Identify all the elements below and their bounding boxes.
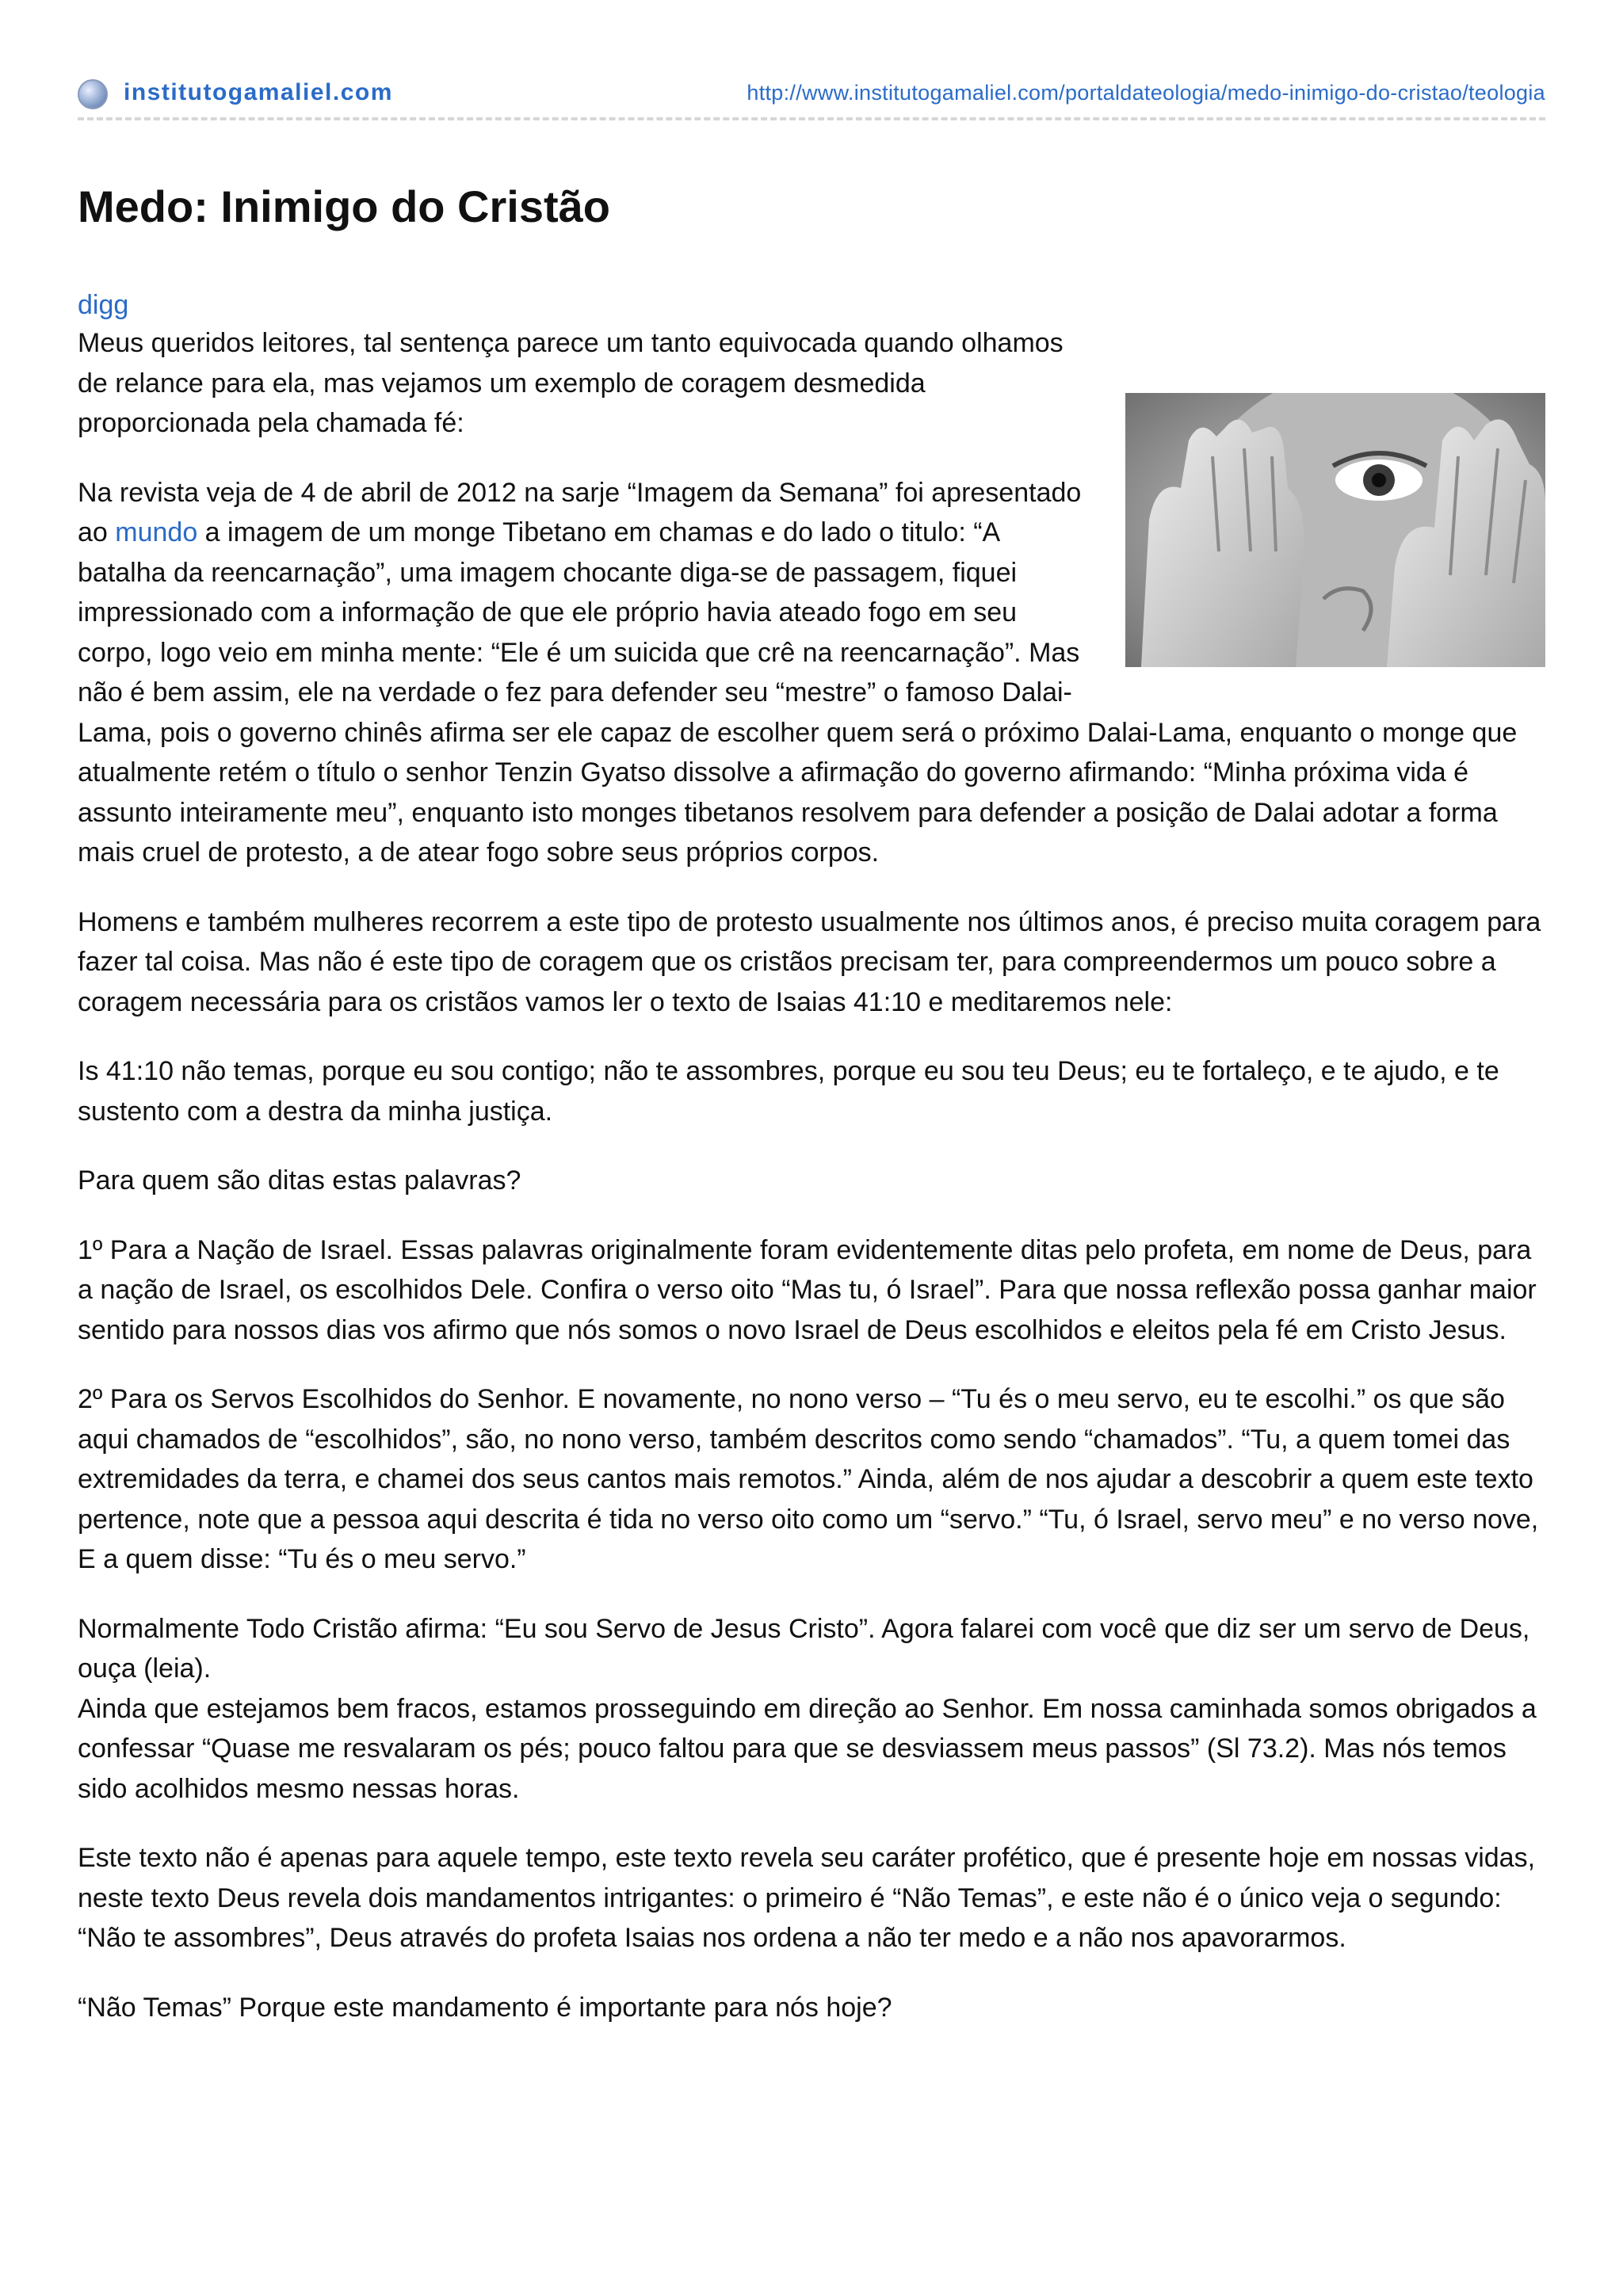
mundo-link[interactable]: mundo <box>115 517 198 547</box>
article-body <box>78 287 1545 2057</box>
paragraph-caminhada: Ainda que estejamos bem fracos, estamos prosseguindo em direção ao Senhor. Em nossa caminhada somos obrigados a confessar “Quase me resvalaram os pés; pouco faltou para que se desviassem meus passos” (Sl 73.2). Mas nós temos sido acolhidos mesmo nessas horas. <box>78 1693 1537 1804</box>
site-name-link[interactable]: institutogamaliel.com <box>124 79 393 105</box>
paragraph-nao-temas: “Não Temas” Porque este mandamento é importante para nós hoje? <box>78 1992 892 2023</box>
paragraph-veja-text-start: Na revista veja de 4 de abril de 2012 na sarje “Imagem da Semana” foi apresentado ao <box>78 477 1082 547</box>
paragraph-isaias-quote: Is 41:10 não temas, porque eu sou contigo; não te assombres, porque eu sou teu Deus; eu te fortaleço, e te ajudo, e te sustento com a destra da minha justiça. <box>78 1056 1499 1127</box>
page-header <box>78 76 1545 120</box>
page-url-link[interactable]: http://www.institutogamaliel.com/portaldateologia/medo-inimigo-do-cristao/teologia <box>747 81 1545 105</box>
paragraph-profetico: Este texto não é apenas para aquele tempo, este texto revela seu caráter profético, que é presente hoje em nossas vidas, neste texto Deus revela dois mandamentos intrigantes: o primeiro é “Não Temas”, e este não é o único veja o segundo: “Não te assombres”, Deus através do profeta Isaias nos ordena a não ter medo e a não nos apavorarmos. <box>78 1843 1536 1953</box>
paragraph-protest: Homens e também mulheres recorrem a este tipo de protesto usualmente nos últimos anos, é preciso muita coragem para fazer tal coisa. Mas não é este tipo de coragem que os cristãos precisam ter, para compreendermos um pouco sobre a coragem necessária para os cristãos vamos ler o texto de Isaias 41:10 e meditaremos nele: <box>78 906 1541 1017</box>
paragraph-israel: 1º Para a Nação de Israel. Essas palavras originalmente foram evidentemente ditas pelo profeta, em nome de Deus, para a nação de Israel, os escolhidos Dele. Confira o verso oito “Mas tu, ó Israel”. Para que nossa reflexão possa ganhar maior sentido para nossos dias vos afirmo que nós somos o novo Israel de Deus escolhidos e eleitos pela fé em Cristo Jesus. <box>78 1234 1537 1345</box>
paragraph-servo-de-deus: Normalmente Todo Cristão afirma: “Eu sou Servo de Jesus Cristo”. Agora falarei com você que diz ser um servo de Deus, ouça (leia). <box>78 1613 1530 1684</box>
paragraph-veja-text-end: a imagem de um monge Tibetano em chamas e do lado o titulo: “A batalha da reencarnação”, uma imagem chocante diga-se de passagem, fiquei impressionado com a informação de que ele próprio havia ateado fogo em seu corpo, logo veio em minha mente: “Ele é um suicida que crê na reencarnação”. Mas não é bem assim, ele na verdade o fez para defender seu “mestre” o famoso Dalai-Lama, pois o governo chinês afirma ser ele capaz de escolher quem será o próximo Dalai-Lama, enquanto o monge que atualmente retém o título o senhor Tenzin Gyatso dissolve a afirmação do governo afirmando: “Minha próxima vida é assunto inteiramente meu”, enquanto isto monges tibetanos resolvem para defender a posição de Dalai adotar a forma mais cruel de protesto, a de atear fogo sobre seus próprios corpos. <box>78 517 1518 868</box>
globe-icon <box>78 79 108 109</box>
face-covered-by-hands-photo <box>1125 393 1545 667</box>
paragraph-intro: Meus queridos leitores, tal sentença parece um tanto equivocada quando olhamos de relance para ela, mas vejamos um exemplo de coragem desmedida proporcionada pela chamada fé: <box>78 328 1064 438</box>
paragraph-question: Para quem são ditas estas palavras? <box>78 1165 521 1196</box>
digg-link[interactable]: digg <box>78 290 129 320</box>
paragraph-servos: 2º Para os Servos Escolhidos do Senhor. E novamente, no nono verso – “Tu és o meu servo, eu te escolhi.” os que são aqui chamados de “escolhidos”, são, no nono verso, também descritos como sendo “chamados”. “Tu, a quem tomei das extremidades da terra, e chamei dos seus cantos mais remotos.” Ainda, além de nos ajudar a descobrir a quem este texto pertence, note que a pessoa aqui descrita é tida no verso oito como um “servo.” “Tu, ó Israel, servo meu” e no verso nove, E a quem disse: “Tu és o meu servo.” <box>78 1384 1539 1574</box>
page-title: Medo: Inimigo do Cristão <box>78 181 610 231</box>
